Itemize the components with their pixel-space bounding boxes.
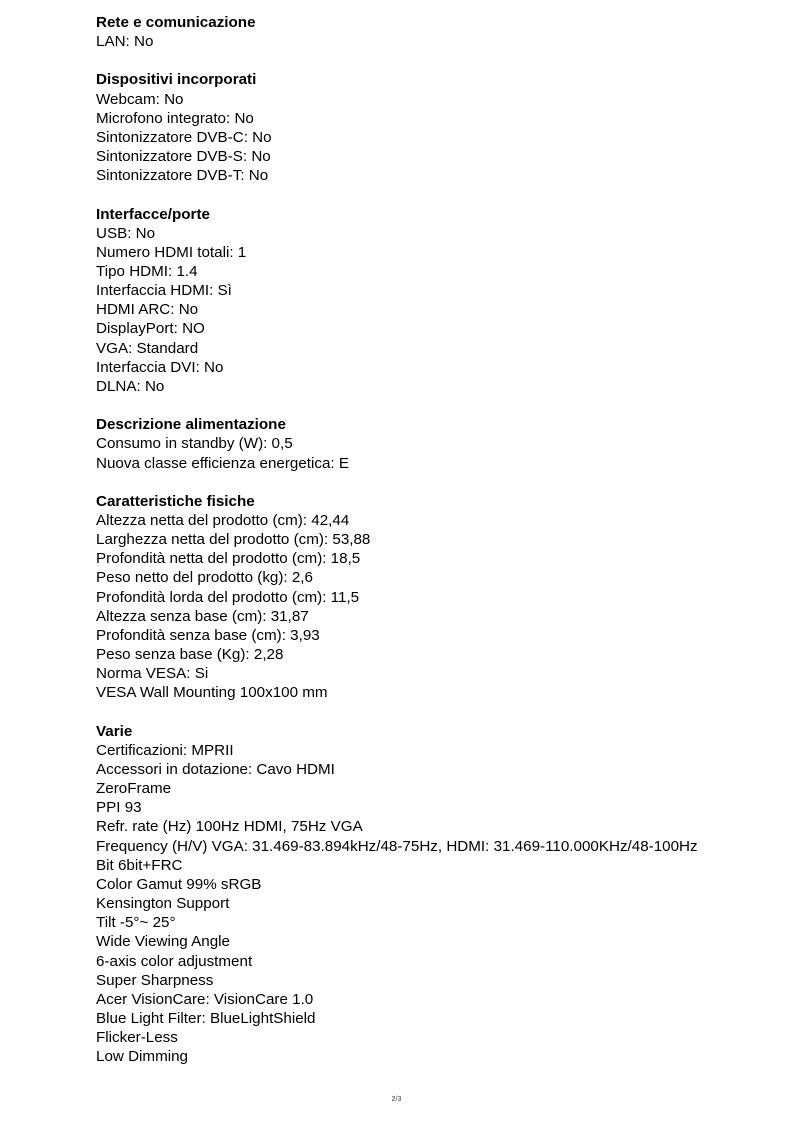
spec-line: Consumo in standby (W): 0,5 — [96, 435, 293, 453]
spec-line: Flicker-Less — [96, 1029, 178, 1047]
spec-sheet — [96, 13, 776, 1086]
section-title: Interfacce/porte — [96, 205, 210, 223]
section-dispositivi-incorporati — [96, 70, 776, 185]
spec-line: Peso senza base (Kg): 2,28 — [96, 646, 284, 664]
spec-line: Profondità senza base (cm): 3,93 — [96, 626, 320, 644]
spec-line: HDMI ARC: No — [96, 301, 199, 319]
spec-line: Wide Viewing Angle — [96, 933, 230, 951]
spec-line: Tipo HDMI: 1.4 — [96, 263, 198, 280]
spec-line: ZeroFrame — [96, 780, 172, 798]
spec-line: Webcam: No — [96, 90, 184, 108]
spec-line: Accessori in dotazione: Cavo HDMI — [96, 761, 335, 779]
section-title: Varie — [96, 722, 133, 740]
page-number: 2/3 — [391, 1096, 402, 1103]
spec-line: VGA: Standard — [96, 339, 199, 357]
spec-line: Blue Light Filter: BlueLightShield — [96, 1010, 316, 1028]
spec-line: Refr. rate (Hz) 100Hz HDMI, 75Hz VGA — [96, 818, 363, 836]
spec-line: Sintonizzatore DVB-T: No — [96, 167, 269, 185]
spec-line: Certificazioni: MPRII — [96, 741, 234, 759]
section-varie — [96, 722, 776, 1067]
section-rete-e-comunicazione — [96, 13, 776, 51]
spec-line: Sintonizzatore DVB-C: No — [96, 128, 272, 146]
spec-line: Larghezza netta del prodotto (cm): 53,88 — [96, 531, 371, 549]
spec-line: Frequency (H/V) VGA: 31.469-83.894kHz/48-75Hz, HDMI: 31.469-110.000KHz/48-100Hz — [96, 837, 698, 855]
section-title: Caratteristiche fisiche — [96, 492, 255, 510]
spec-line: Numero HDMI totali: 1 — [96, 243, 247, 261]
spec-line: Nuova classe efficienza energetica: E — [96, 454, 349, 472]
section-descrizione-alimentazione — [96, 415, 776, 472]
spec-line: Altezza netta del prodotto (cm): 42,44 — [96, 512, 350, 529]
spec-line: Interfaccia DVI: No — [96, 358, 224, 376]
spec-line: DLNA: No — [96, 377, 165, 395]
spec-line: Low Dimming — [96, 1048, 188, 1066]
section-interfacce-porte — [96, 205, 776, 397]
spec-line: 6-axis color adjustment — [96, 952, 253, 970]
spec-line: Tilt -5°~ 25° — [96, 914, 176, 932]
spec-line: Profondità lorda del prodotto (cm): 11,5 — [96, 588, 360, 606]
spec-line: Peso netto del prodotto (kg): 2,6 — [96, 569, 313, 587]
spec-line: Microfono integrato: No — [96, 109, 254, 127]
spec-line: Kensington Support — [96, 895, 230, 913]
section-title: Dispositivi incorporati — [96, 71, 257, 89]
spec-line: Interfaccia HDMI: Sì — [96, 282, 232, 300]
spec-line: Acer VisionCare: VisionCare 1.0 — [96, 990, 314, 1008]
spec-line: USB: No — [96, 224, 156, 242]
spec-line: VESA Wall Mounting 100x100 mm — [96, 684, 328, 702]
spec-line: Super Sharpness — [96, 971, 214, 989]
spec-line: Altezza senza base (cm): 31,87 — [96, 607, 309, 625]
spec-line: Sintonizzatore DVB-S: No — [96, 148, 271, 166]
section-caratteristiche-fisiche — [96, 492, 776, 703]
spec-line: Bit 6bit+FRC — [96, 856, 183, 874]
spec-line: Norma VESA: Si — [96, 665, 209, 683]
spec-line: PPI 93 — [96, 799, 142, 817]
spec-line: LAN: No — [96, 33, 154, 51]
spec-line: Profondità netta del prodotto (cm): 18,5 — [96, 550, 361, 568]
spec-line: Color Gamut 99% sRGB — [96, 875, 262, 893]
spec-line: DisplayPort: NO — [96, 320, 205, 338]
section-title: Descrizione alimentazione — [96, 416, 286, 434]
section-title: Rete e comunicazione — [96, 14, 256, 31]
